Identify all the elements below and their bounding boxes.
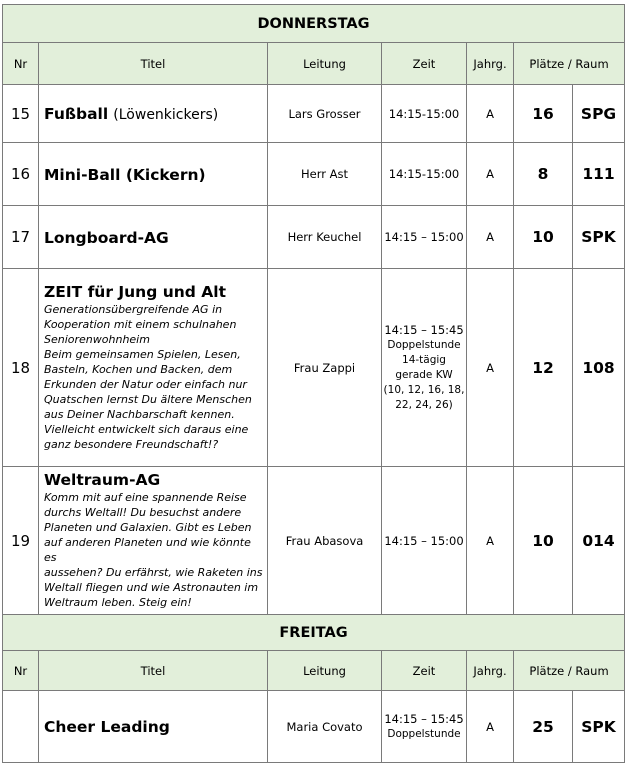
- table-row: [3, 85, 625, 143]
- row-raum: SPK: [573, 691, 625, 763]
- row-zeit: 14:15-15:00: [382, 85, 467, 143]
- row-raum: 111: [573, 143, 625, 206]
- row-zeit: [382, 269, 467, 467]
- header-zeit: Zeit: [382, 651, 467, 691]
- row-jahrg: A: [467, 269, 514, 467]
- row-zeit: 14:15 – 15:00: [382, 206, 467, 269]
- row-leitung: Herr Keuchel: [268, 206, 382, 269]
- zeit-line: Doppelstunde: [387, 338, 461, 351]
- row-nr: 17: [3, 206, 39, 269]
- row-nr: 16: [3, 143, 39, 206]
- description-line: auf anderen Planeten und wie könnte es: [44, 536, 251, 564]
- row-zeit: [382, 691, 467, 763]
- header-leitung: Leitung: [268, 43, 382, 85]
- row-raum: 108: [573, 269, 625, 467]
- row-leitung: Maria Covato: [268, 691, 382, 763]
- description-line: Vielleicht entwickelt sich daraus eine: [44, 423, 249, 436]
- zeit-line: gerade KW: [395, 368, 453, 381]
- header-jahrg: Jahrg.: [467, 651, 514, 691]
- header-jahrg: Jahrg.: [467, 43, 514, 85]
- row-leitung: Frau Zappi: [268, 269, 382, 467]
- row-nr: 19: [3, 467, 39, 615]
- description-line: Weltraum leben. Steig ein!: [44, 596, 192, 609]
- description-line: Komm mit auf eine spannende Reise: [44, 491, 247, 504]
- row-jahrg: A: [467, 143, 514, 206]
- description-line: aussehen? Du erfährst, wie Raketen ins: [44, 566, 263, 579]
- description-line: Weltall fliegen und wie Astronauten im: [44, 581, 259, 594]
- row-title-cell: [39, 143, 268, 206]
- row-zeit: 14:15-15:00: [382, 143, 467, 206]
- row-plaetze: 16: [514, 85, 573, 143]
- row-leitung: Lars Grosser: [268, 85, 382, 143]
- description-line: ganz besondere Freundschaft!?: [44, 438, 219, 451]
- row-title: Fußball: [44, 105, 109, 123]
- zeit-line: 14:15 – 15:45: [384, 711, 464, 726]
- row-raum: 014: [573, 467, 625, 615]
- row-plaetze: 10: [514, 467, 573, 615]
- row-plaetze: 25: [514, 691, 573, 763]
- header-zeit: Zeit: [382, 43, 467, 85]
- zeit-line: Doppelstunde: [387, 727, 461, 740]
- table-row: [3, 206, 625, 269]
- row-title: Weltraum-AG: [44, 471, 161, 489]
- description-line: durchs Weltall! Du besuchst andere: [44, 506, 242, 519]
- description-line: Planeten und Galaxien. Gibt es Leben: [44, 521, 252, 534]
- row-title-cell: [39, 206, 268, 269]
- table-row: [3, 143, 625, 206]
- friday-header-row: [3, 651, 625, 691]
- thursday-header-row: [3, 43, 625, 85]
- table-row: [3, 467, 625, 615]
- header-leitung: Leitung: [268, 651, 382, 691]
- header-nr: Nr: [3, 43, 39, 85]
- row-nr: 15: [3, 85, 39, 143]
- row-title-cell: [39, 691, 268, 763]
- row-jahrg: A: [467, 467, 514, 615]
- zeit-line: 14-tägig: [402, 353, 446, 366]
- zeit-line: (10, 12, 16, 18,: [383, 383, 465, 396]
- row-title: ZEIT für Jung und Alt: [44, 283, 226, 301]
- row-raum: SPG: [573, 85, 625, 143]
- row-leitung: Herr Ast: [268, 143, 382, 206]
- description-line: Basteln, Kochen und Backen, dem: [44, 363, 233, 376]
- description-line: Erkunden der Natur oder einfach nur: [44, 378, 247, 391]
- row-leitung: Frau Abasova: [268, 467, 382, 615]
- description-line: Generationsübergreifende AG in: [44, 303, 223, 316]
- description-line: Beim gemeinsamen Spielen, Lesen,: [44, 348, 241, 361]
- header-plaetze-raum: Plätze / Raum: [514, 43, 625, 85]
- row-description: [44, 302, 263, 452]
- header-titel: Titel: [39, 43, 268, 85]
- row-zeit: 14:15 – 15:00: [382, 467, 467, 615]
- row-plaetze: 10: [514, 206, 573, 269]
- thursday-title-row: [3, 5, 625, 43]
- day-title-thursday: DONNERSTAG: [3, 5, 625, 43]
- row-description: [44, 490, 263, 610]
- day-title-friday: FREITAG: [3, 615, 625, 651]
- description-line: Seniorenwohnheim: [44, 333, 150, 346]
- row-jahrg: A: [467, 206, 514, 269]
- row-title-cell: [39, 269, 268, 467]
- header-titel: Titel: [39, 651, 268, 691]
- description-line: Kooperation mit einem schulnahen: [44, 318, 237, 331]
- row-title: Cheer Leading: [44, 718, 170, 736]
- header-nr: Nr: [3, 651, 39, 691]
- table-row: [3, 691, 625, 763]
- zeit-line: 14:15 – 15:45: [384, 322, 464, 337]
- row-title-suffix: (Löwenkickers): [113, 107, 219, 123]
- description-line: Quatschen lernst Du ältere Menschen: [44, 393, 252, 406]
- row-title-cell: [39, 467, 268, 615]
- schedule-table: [2, 4, 625, 763]
- friday-title-row: [3, 615, 625, 651]
- row-jahrg: A: [467, 691, 514, 763]
- row-raum: SPK: [573, 206, 625, 269]
- row-nr: [3, 691, 39, 763]
- zeit-line: 22, 24, 26): [395, 398, 453, 411]
- row-title: Longboard-AG: [44, 228, 169, 247]
- row-nr: 18: [3, 269, 39, 467]
- row-plaetze: 8: [514, 143, 573, 206]
- table-row: [3, 269, 625, 467]
- description-line: aus Deiner Nachbarschaft kennen.: [44, 408, 235, 421]
- header-plaetze-raum: Plätze / Raum: [514, 651, 625, 691]
- row-plaetze: 12: [514, 269, 573, 467]
- row-title-cell: [39, 85, 268, 143]
- row-title: Mini-Ball (Kickern): [44, 165, 206, 184]
- row-jahrg: A: [467, 85, 514, 143]
